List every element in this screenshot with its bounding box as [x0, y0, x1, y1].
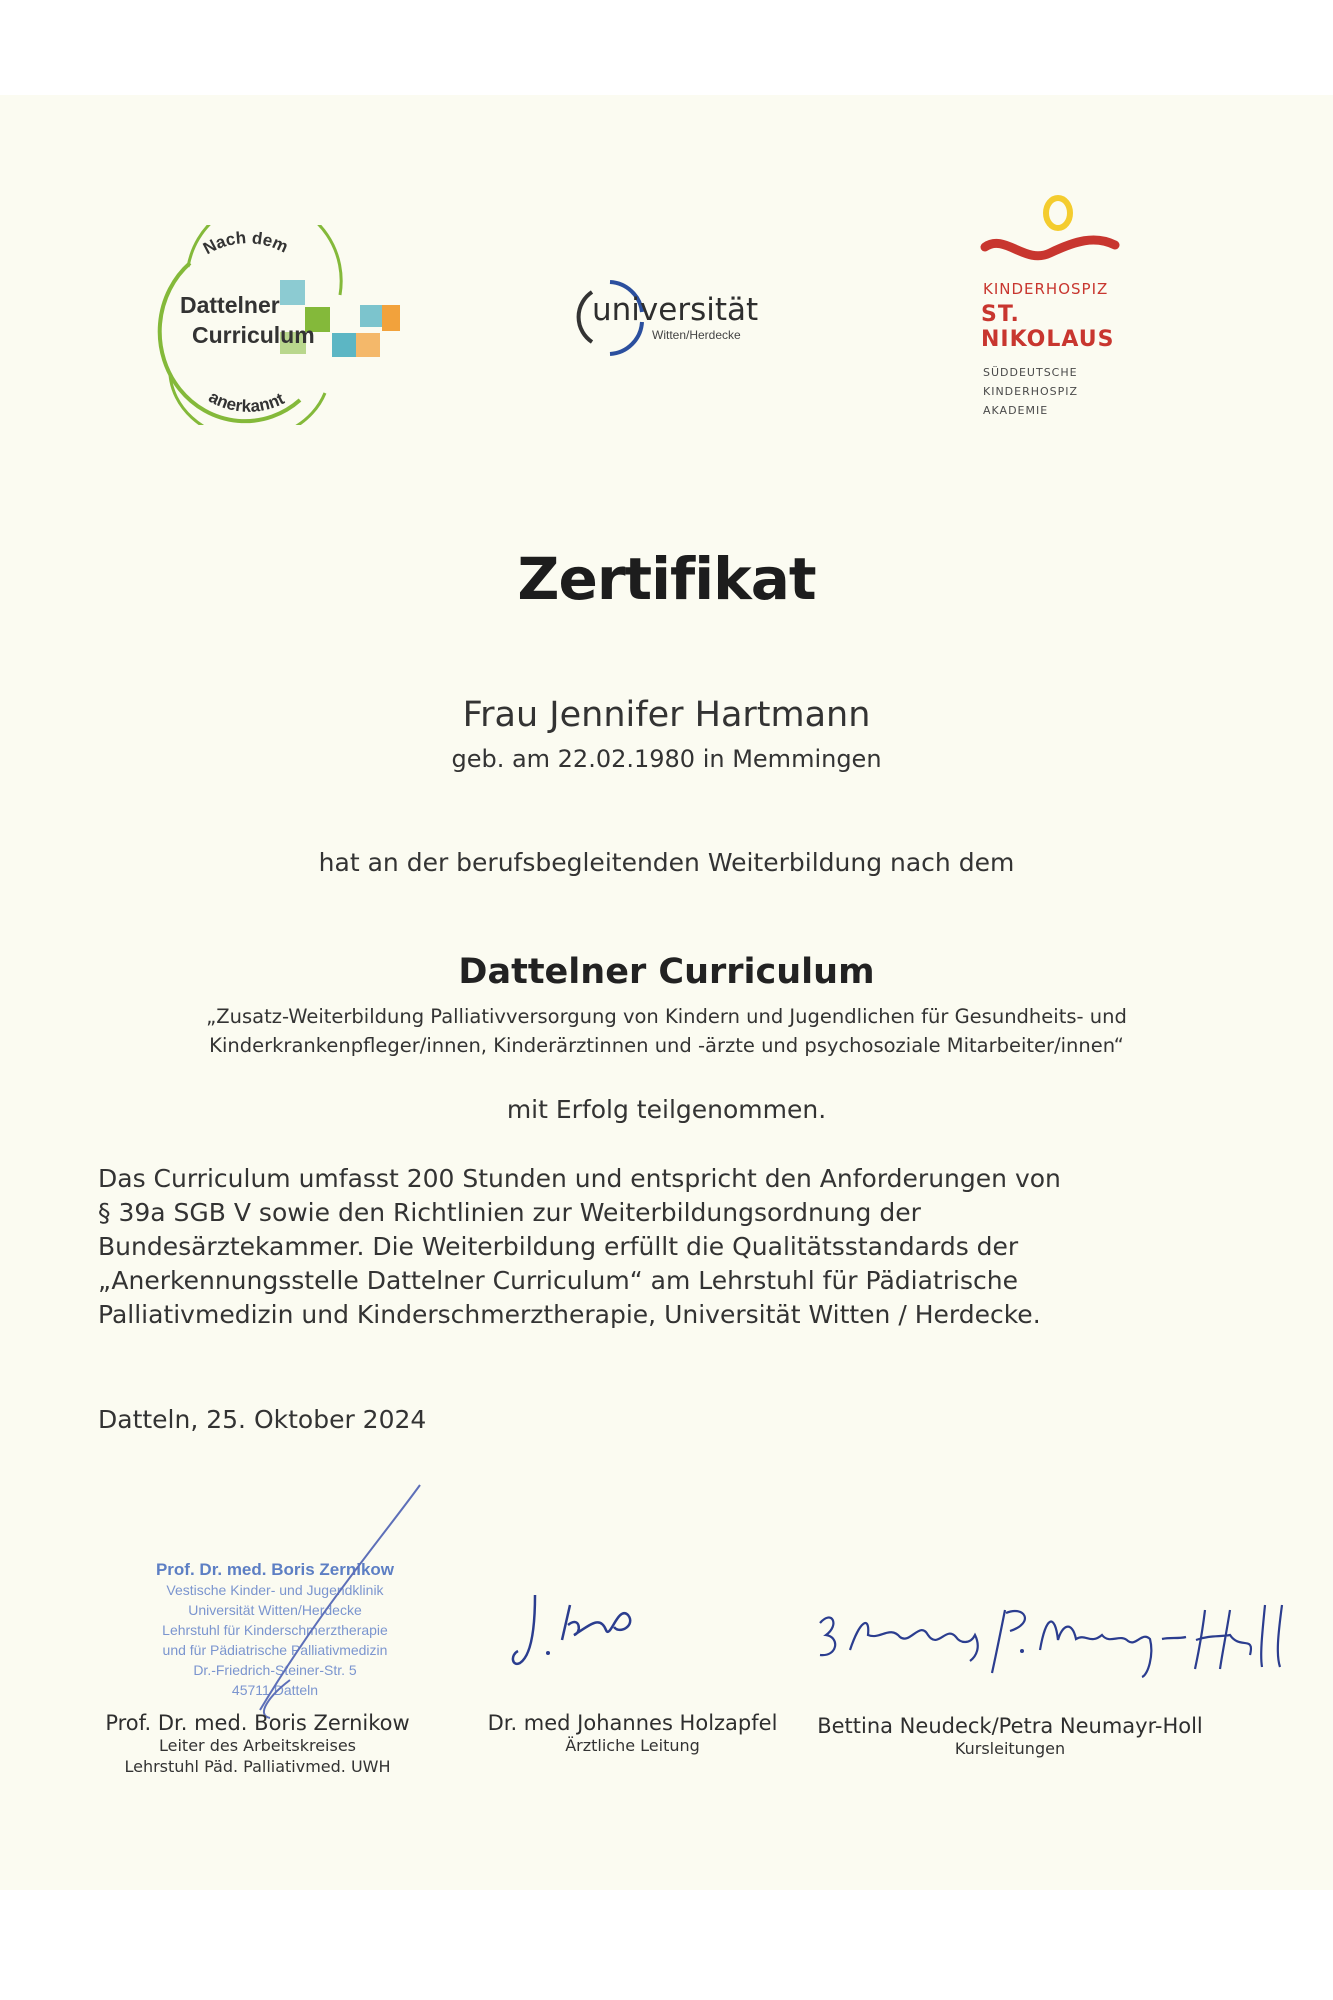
certificate-title: Zertifikat [517, 545, 816, 613]
uni-wordmark: universität [592, 292, 759, 328]
signer-role: Ärztliche Leitung [565, 1736, 700, 1755]
universitaet-witten-herdecke-logo [570, 270, 810, 365]
description-line: Das Curriculum umfasst 200 Stunden und entspricht den Anforderungen von [98, 1164, 1061, 1193]
dattelner-arc-top: Nach dem [200, 228, 291, 259]
signature-block-holzapfel [455, 1711, 810, 1756]
intro-text: hat an der berufsbegleitenden Weiterbildung nach dem [318, 848, 1015, 877]
signer-role: Leiter des Arbeitskreises [159, 1736, 356, 1755]
course-title: Dattelner Curriculum [458, 952, 875, 992]
signature-holzapfel-strokes [510, 1585, 660, 1675]
dattelner-logo-line2: Curriculum [192, 322, 315, 348]
description-line: Bundesärztekammer. Die Weiterbildung erfüllt die Qualitätsstandards der [98, 1232, 1019, 1261]
signature-block-zernikow [90, 1711, 425, 1777]
akademie-line2: KINDERHOSPIZ [983, 385, 1079, 398]
stamp-line: 45711 Datteln [231, 1682, 319, 1698]
description-line: § 39a SGB V sowie den Richtlinien zur Weiterbildungsordnung der [98, 1198, 921, 1227]
uni-subtitle: Witten/Herdecke [652, 328, 741, 342]
stamp-line: Universität Witten/Herdecke [188, 1602, 362, 1618]
description-line: Palliativmedizin und Kinderschmerztherapie, Universität Witten / Herdecke. [98, 1300, 1041, 1329]
kinderhospiz-figure-icon [980, 195, 1120, 275]
stamp-line: Dr.-Friedrich-Steiner-Str. 5 [193, 1662, 357, 1678]
dattelner-arc-bottom: anerkannt [205, 387, 288, 416]
recipient-name: Frau Jennifer Hartmann [462, 695, 871, 735]
stamp-line: Lehrstuhl für Kinderschmerztherapie [162, 1622, 388, 1638]
signer-role: Kursleitungen [954, 1739, 1066, 1758]
akademie-line3: AKADEMIE [983, 404, 1049, 417]
signature-block-kursleitungen [810, 1714, 1210, 1759]
recipient-birth-info: geb. am 22.02.1980 in Memmingen [451, 745, 882, 773]
course-subtitle-line1: „Zusatz-Weiterbildung Palliativversorgung von Kindern und Jugendlichen für Gesundheits- und [206, 1005, 1127, 1028]
course-subtitle-line2: Kinderkrankenpfleger/innen, Kinderärztinnen und -ärzte und psychosoziale Mitarbeiter/innen“ [209, 1034, 1124, 1057]
place-and-date: Datteln, 25. Oktober 2024 [98, 1405, 427, 1434]
signer-name: Dr. med Johannes Holzapfel [487, 1711, 778, 1735]
course-subtitle [0, 1002, 1333, 1060]
akademie-line1: SÜDDEUTSCHE [983, 366, 1078, 379]
stamp-line: Prof. Dr. med. Boris Zernikow [155, 1560, 395, 1579]
dattelner-logo-line1: Dattelner [180, 292, 280, 318]
signature-neudeck-neumayr-strokes [810, 1595, 1310, 1685]
signer-name: Bettina Neudeck/Petra Neumayr-Holl [817, 1714, 1203, 1738]
description-line: „Anerkennungsstelle Dattelner Curriculum“ am Lehrstuhl für Pädiatrische [98, 1266, 1018, 1295]
signer-name: Prof. Dr. med. Boris Zernikow [105, 1711, 410, 1735]
stamp-line: Vestische Kinder- und Jugendklinik [166, 1582, 384, 1598]
signature-zernikow-strokes [200, 1480, 430, 1720]
success-text: mit Erfolg teilgenommen. [506, 1095, 827, 1124]
kinderhospiz-line2: ST. NIKOLAUS [981, 302, 1115, 352]
kinderhospiz-logo [975, 190, 1135, 430]
description-paragraph [98, 1162, 1258, 1332]
signer-role: Lehrstuhl Päd. Palliativmed. UWH [124, 1757, 391, 1776]
stamp-line: und für Pädiatrische Palliativmedizin [162, 1642, 388, 1658]
kinderhospiz-line1: KINDERHOSPIZ [983, 280, 1109, 298]
dattelner-curriculum-logo [130, 225, 400, 425]
